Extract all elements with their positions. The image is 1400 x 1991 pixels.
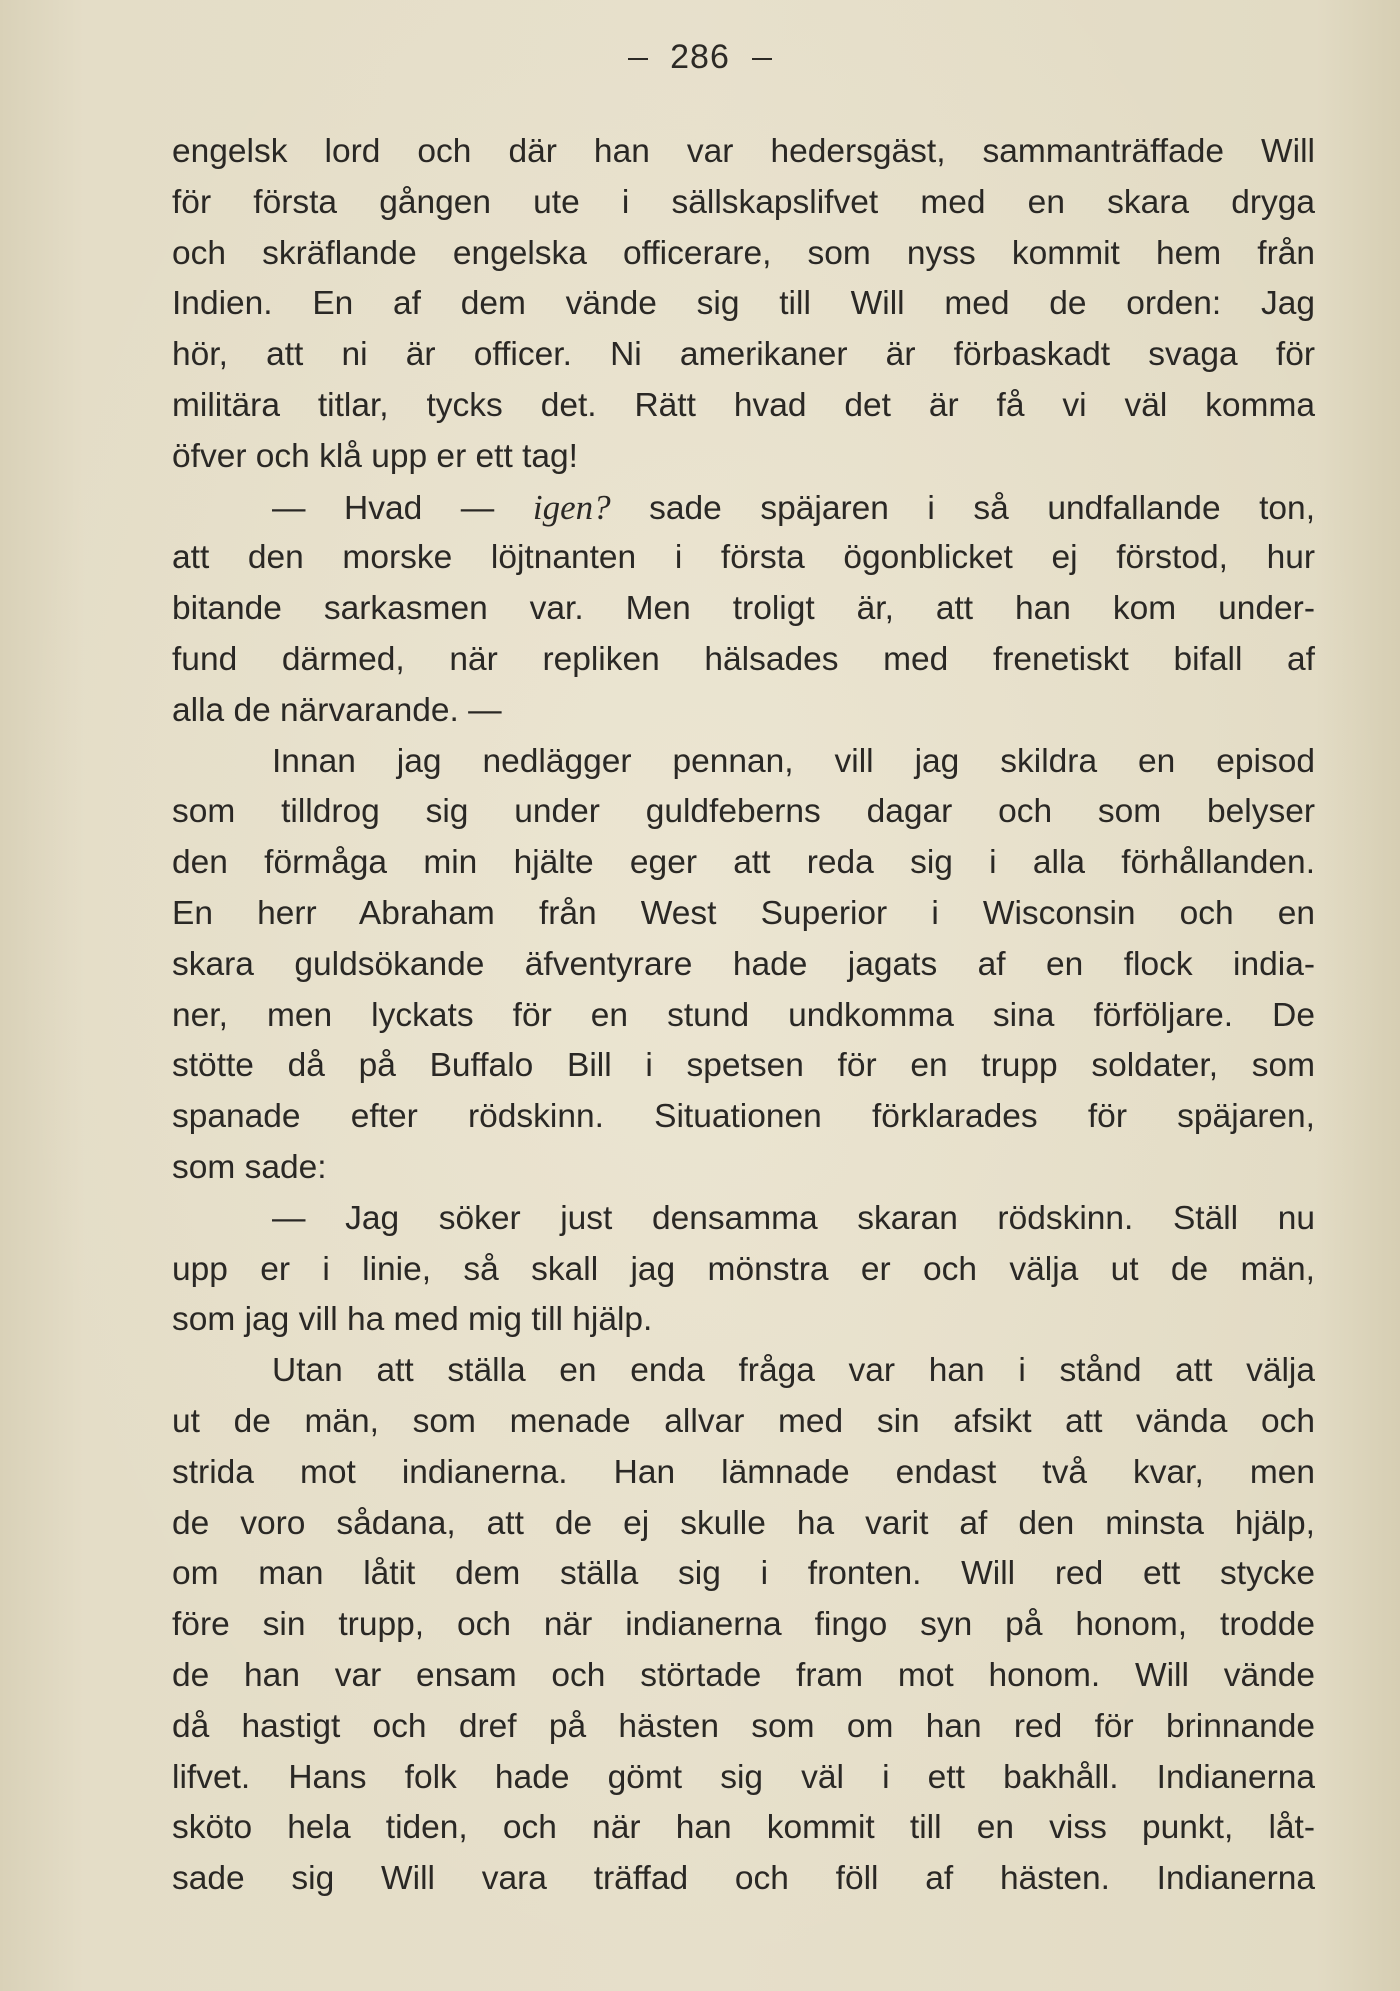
text-segment: att den morske löjtnanten i första ögonblicket ej förstod, hur [172, 539, 1315, 577]
text-line [172, 1448, 1315, 1499]
body-text [172, 127, 1315, 1905]
text-segment: En herr Abraham från West Superior i Wisconsin och en [172, 894, 1315, 932]
text-line [172, 127, 1315, 178]
text-line [172, 1854, 1315, 1905]
text-segment: för första gången ute i sällskapslifvet med en skara dryga [172, 183, 1315, 221]
text-segment: sade sig Will vara träffad och föll af hästen. Indianerna [172, 1860, 1315, 1898]
text-segment: hör, att ni är officer. Ni amerikaner är förbaskadt svaga för [172, 336, 1315, 374]
text-segment: strida mot indianerna. Han lämnade endast två kvar, men [172, 1453, 1315, 1491]
text-segment: före sin trupp, och när indianerna fingo syn på honom, trodde [172, 1606, 1315, 1644]
text-line [172, 686, 1315, 737]
text-line [172, 838, 1315, 889]
text-line [172, 991, 1315, 1042]
text-line [172, 940, 1315, 991]
text-line [172, 1245, 1315, 1296]
text-segment: de voro sådana, att de ej skulle ha varit af den minsta hjälp, [172, 1504, 1315, 1542]
text-segment: då hastigt och dref på hästen som om han red för brinnande [172, 1707, 1315, 1745]
text-line [172, 1702, 1315, 1753]
text-segment: Utan att ställa en enda fråga var han i stånd att välja [272, 1352, 1315, 1390]
text-line [172, 584, 1315, 635]
text-line [172, 889, 1315, 940]
text-line [172, 737, 1315, 788]
text-line [172, 1549, 1315, 1600]
text-line [172, 330, 1315, 381]
italic-word: igen? [532, 487, 611, 527]
text-segment: som sade: [172, 1148, 327, 1186]
text-line [172, 1651, 1315, 1702]
text-line [172, 533, 1315, 584]
text-line [172, 1041, 1315, 1092]
page-number: 286 [670, 38, 730, 76]
text-line [172, 178, 1315, 229]
text-line [172, 1600, 1315, 1651]
text-segment: som tilldrog sig under guldfeberns dagar och som belyser [172, 793, 1315, 831]
text-line [172, 1295, 1315, 1346]
text-segment: bitande sarkasmen var. Men troligt är, att han kom under- [172, 590, 1315, 628]
text-segment: stötte då på Buffalo Bill i spetsen för en trupp soldater, som [172, 1047, 1315, 1085]
text-segment: alla de närvarande. — [172, 691, 502, 729]
text-segment: lifvet. Hans folk hade gömt sig väl i ett bakhåll. Indianerna [172, 1758, 1315, 1796]
text-segment: som jag vill ha med mig till hjälp. [172, 1301, 653, 1339]
text-segment: sade späjaren i så undfallande ton, [610, 489, 1315, 527]
page-header [0, 38, 1400, 77]
text-line [172, 1499, 1315, 1550]
text-segment: de han var ensam och störtade fram mot honom. Will vände [172, 1656, 1315, 1694]
text-segment: och skräflande engelska officerare, som nyss kommit hem från [172, 234, 1315, 272]
text-line [172, 1397, 1315, 1448]
text-segment: fund därmed, när repliken hälsades med frenetiskt bifall af [172, 640, 1315, 678]
text-line [172, 381, 1315, 432]
text-segment: öfver och klå upp er ett tag! [172, 437, 578, 475]
text-segment: — Hvad — [272, 489, 533, 527]
text-segment: ner, men lyckats för en stund undkomma sina förföljare. De [172, 996, 1315, 1034]
text-line [172, 635, 1315, 686]
text-line [172, 1803, 1315, 1854]
text-segment: spanade efter rödskinn. Situationen förklarades för späjaren, [172, 1098, 1315, 1136]
text-segment: engelsk lord och där han var hedersgäst, sammanträffade Will [172, 133, 1315, 170]
text-line [172, 1753, 1315, 1804]
left-dash [628, 58, 648, 60]
text-segment: ut de män, som menade allvar med sin afsikt att vända och [172, 1402, 1315, 1440]
text-segment: upp er i linie, så skall jag mönstra er och välja ut de män, [172, 1250, 1315, 1288]
text-line [172, 787, 1315, 838]
text-segment: skara guldsökande äfventyrare hade jagats af en flock india- [172, 945, 1315, 983]
text-segment: den förmåga min hjälte eger att reda sig i alla förhållanden. [172, 844, 1315, 882]
text-line [172, 279, 1315, 330]
text-line [172, 483, 1315, 534]
text-segment: om man låtit dem ställa sig i fronten. Will red ett stycke [172, 1555, 1315, 1593]
text-line [172, 1143, 1315, 1194]
text-segment: — Jag söker just densamma skaran rödskinn. Ställ nu [272, 1199, 1315, 1237]
text-segment: Indien. En af dem vände sig till Will med de orden: Jag [172, 285, 1315, 323]
text-line [172, 1092, 1315, 1143]
text-line [172, 229, 1315, 280]
text-line [172, 1346, 1315, 1397]
right-dash [752, 58, 772, 60]
text-line [172, 432, 1315, 483]
text-segment: sköto hela tiden, och när han kommit till en viss punkt, låt- [172, 1809, 1315, 1847]
text-segment: Innan jag nedlägger pennan, vill jag skildra en episod [272, 742, 1315, 780]
text-segment: militära titlar, tycks det. Rätt hvad det är få vi väl komma [172, 386, 1315, 424]
text-line [172, 1194, 1315, 1245]
